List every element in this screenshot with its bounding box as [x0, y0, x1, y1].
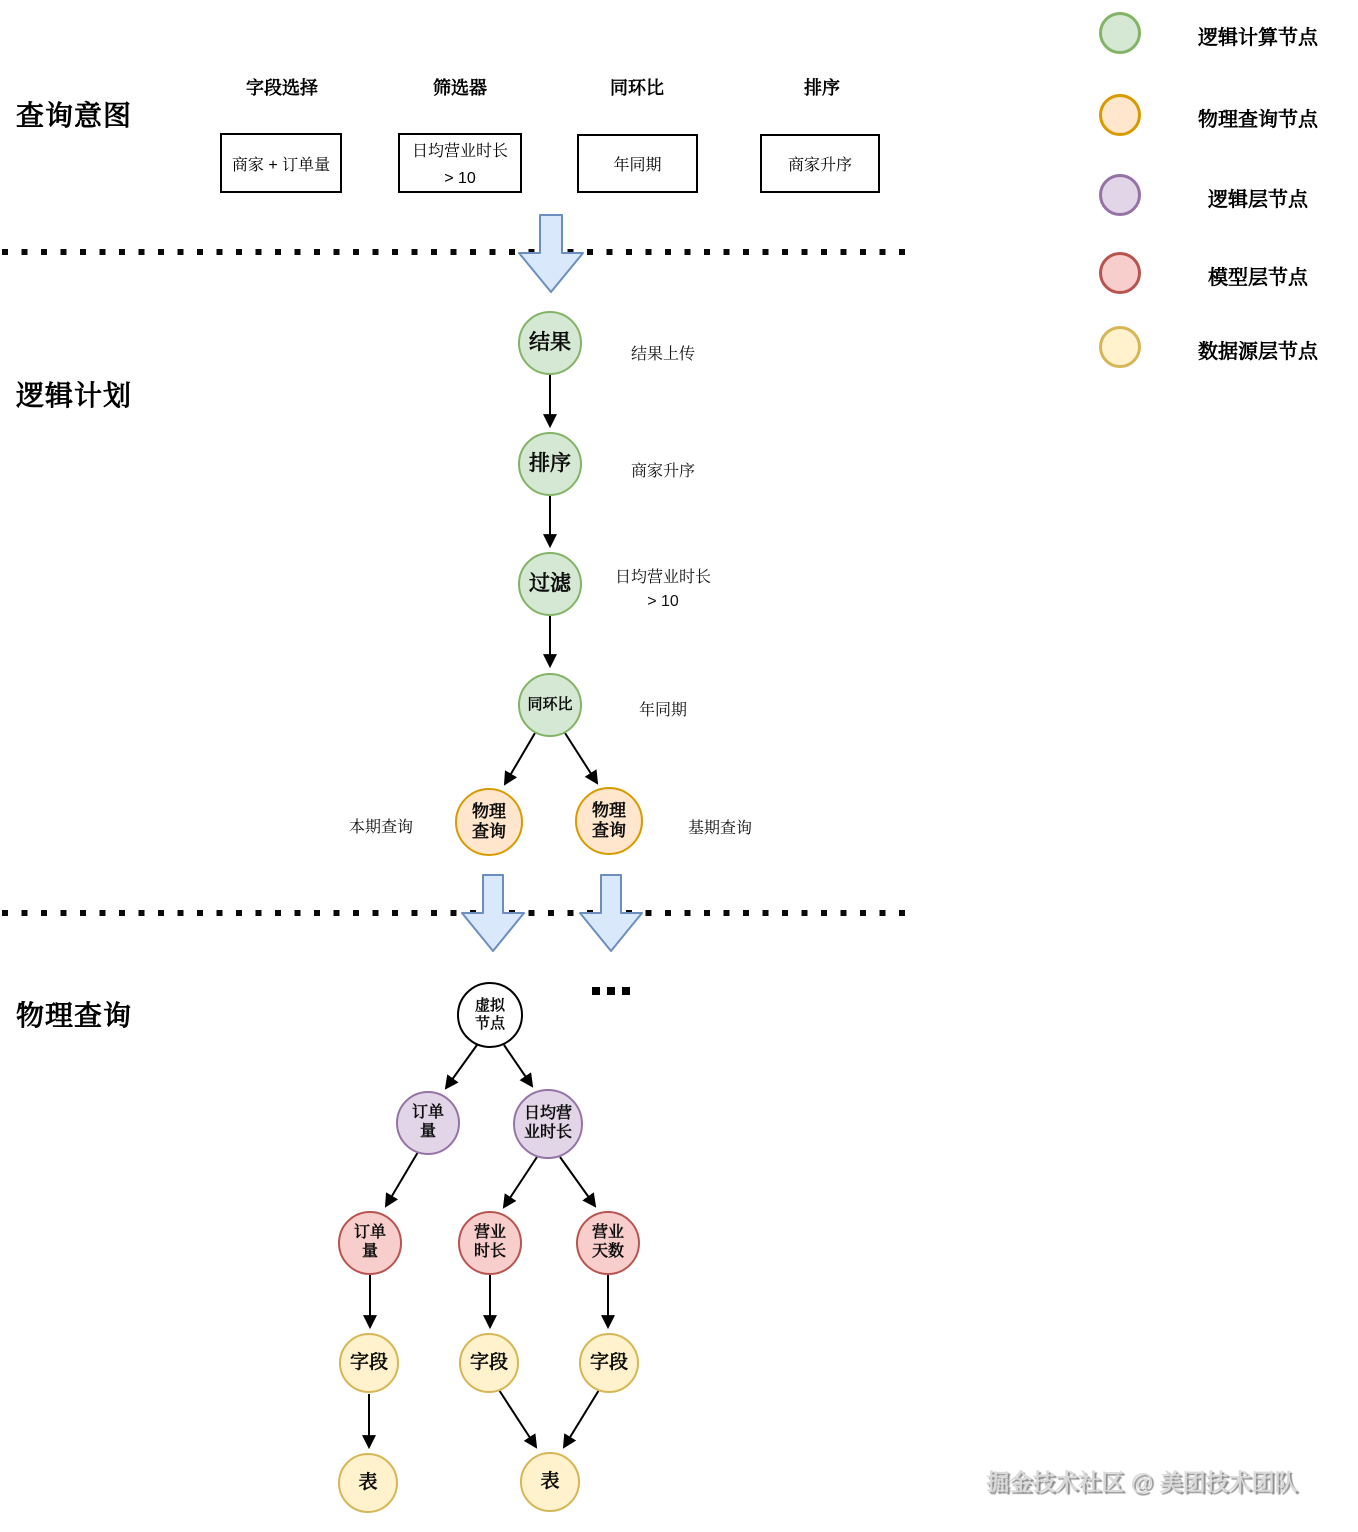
node-virtual-line1: 虚拟 — [474, 997, 505, 1015]
node-result — [518, 311, 582, 375]
intent-column-label-sort: 排序 — [804, 78, 840, 98]
node-logical-avg-hours-line2: 业时长 — [523, 1124, 572, 1141]
node-model-orders-line1: 订单 — [353, 1224, 386, 1242]
annotation-base-period-query: 基期查询 — [687, 820, 752, 837]
legend-label-datasource-layer: 数据源层节点 — [1198, 341, 1318, 363]
node-result-label: 结果 — [529, 330, 571, 354]
legend-swatch-model-layer — [1099, 252, 1141, 294]
intent-box-sort — [760, 134, 880, 193]
node-field-1 — [339, 1333, 399, 1393]
node-sort-label: 排序 — [529, 451, 571, 475]
intent-box-filter-line2: > 10 — [444, 170, 476, 187]
node-physical-query-left-line1: 物理 — [472, 801, 506, 821]
section-title-query-intent: 查询意图 — [16, 100, 133, 131]
edge-field3-to-table2 — [564, 1390, 599, 1447]
node-virtual-line2: 节点 — [474, 1015, 505, 1032]
node-table-1-label: 表 — [358, 1471, 378, 1493]
node-field-2 — [459, 1333, 519, 1393]
flow-arrow-right-to-physical — [580, 875, 642, 951]
edge-yoy-to-physical-left — [505, 733, 535, 784]
intent-column-label-filter: 筛选器 — [433, 78, 487, 98]
node-yoy — [518, 673, 582, 737]
node-model-hours-line2: 时长 — [473, 1243, 506, 1260]
edge-virtual-to-orders — [446, 1045, 477, 1088]
legend-swatch-datasource-layer — [1099, 326, 1141, 368]
section-title-logical-plan: 逻辑计划 — [16, 380, 133, 411]
legend-swatch-logical-layer — [1099, 174, 1141, 216]
node-model-orders-line2: 量 — [361, 1243, 378, 1260]
node-model-hours-line1: 营业 — [473, 1224, 506, 1242]
edge-virtual-to-avghours — [504, 1045, 532, 1086]
node-sort — [518, 432, 582, 496]
node-yoy-label: 同环比 — [527, 696, 573, 714]
node-filter — [518, 552, 582, 616]
node-logical-orders — [396, 1091, 460, 1155]
legend-swatch-physical-query — [1099, 94, 1141, 136]
intent-column-label-yoy: 同环比 — [610, 78, 664, 98]
node-physical-query-right-line1: 物理 — [592, 800, 626, 820]
node-filter-label: 过滤 — [529, 571, 571, 595]
legend-label-model-layer: 模型层节点 — [1208, 267, 1308, 289]
node-logical-avg-hours — [513, 1089, 583, 1159]
annotation-filter-line2: > 10 — [647, 593, 679, 610]
section-title-physical-query: 物理查询 — [16, 1000, 133, 1031]
intent-box-yoy-text: 年同期 — [613, 157, 662, 174]
intent-box-filter — [398, 133, 522, 193]
flow-arrow-intent-to-logical — [519, 215, 583, 292]
node-table-2 — [520, 1452, 580, 1512]
edge-orders-to-model-orders — [386, 1152, 418, 1206]
node-model-orders — [338, 1211, 402, 1275]
node-physical-query-left-line2: 查询 — [472, 822, 506, 841]
node-field-1-label: 字段 — [349, 1351, 388, 1373]
annotation-filter-line1: 日均营业时长 — [614, 569, 711, 586]
intent-box-sort-text: 商家升序 — [787, 157, 852, 174]
flow-arrow-left-to-physical — [462, 875, 524, 951]
node-logical-orders-line2: 量 — [419, 1123, 436, 1140]
annotation-result-upload: 结果上传 — [630, 346, 695, 363]
watermark-text: 掘金技术社区 @ 美团技术团队 — [986, 1469, 1298, 1495]
node-logical-avg-hours-line1: 日均营 — [523, 1105, 572, 1123]
node-model-days — [576, 1211, 640, 1275]
node-model-hours — [458, 1211, 522, 1275]
legend-label-logical-compute: 逻辑计算节点 — [1198, 27, 1318, 49]
node-table-2-label: 表 — [540, 1470, 560, 1492]
node-field-3-label: 字段 — [589, 1351, 628, 1373]
node-model-days-line1: 营业 — [591, 1224, 624, 1242]
node-physical-query-left — [455, 788, 523, 856]
intent-box-filter-line1: 日均营业时长 — [411, 143, 508, 160]
node-table-1 — [338, 1453, 398, 1513]
intent-box-field-select — [220, 133, 342, 193]
legend-label-logical-layer: 逻辑层节点 — [1208, 189, 1308, 211]
node-virtual — [457, 982, 523, 1048]
edge-yoy-to-physical-right — [565, 733, 597, 783]
node-physical-query-right — [575, 787, 643, 855]
annotation-current-period-query: 本期查询 — [348, 819, 413, 836]
intent-column-label-field-select: 字段选择 — [246, 78, 318, 98]
node-field-3 — [579, 1333, 639, 1393]
legend-label-physical-query: 物理查询节点 — [1198, 109, 1318, 131]
intent-box-yoy — [577, 134, 698, 193]
annotation-year-period: 年同期 — [638, 702, 687, 719]
ellipsis-icon — [592, 987, 630, 995]
node-field-2-label: 字段 — [469, 1351, 508, 1373]
legend-swatch-logical-compute — [1099, 12, 1141, 54]
annotation-merchant-asc: 商家升序 — [630, 463, 695, 480]
node-model-days-line2: 天数 — [591, 1243, 624, 1260]
intent-box-field-select-text: 商家 + 订单量 — [231, 156, 331, 174]
edge-field2-to-table2 — [499, 1390, 536, 1447]
node-logical-orders-line1: 订单 — [411, 1104, 444, 1122]
edge-avghours-to-model-days — [560, 1157, 595, 1206]
node-physical-query-right-line2: 查询 — [592, 821, 626, 840]
edge-avghours-to-model-hours — [504, 1157, 537, 1207]
